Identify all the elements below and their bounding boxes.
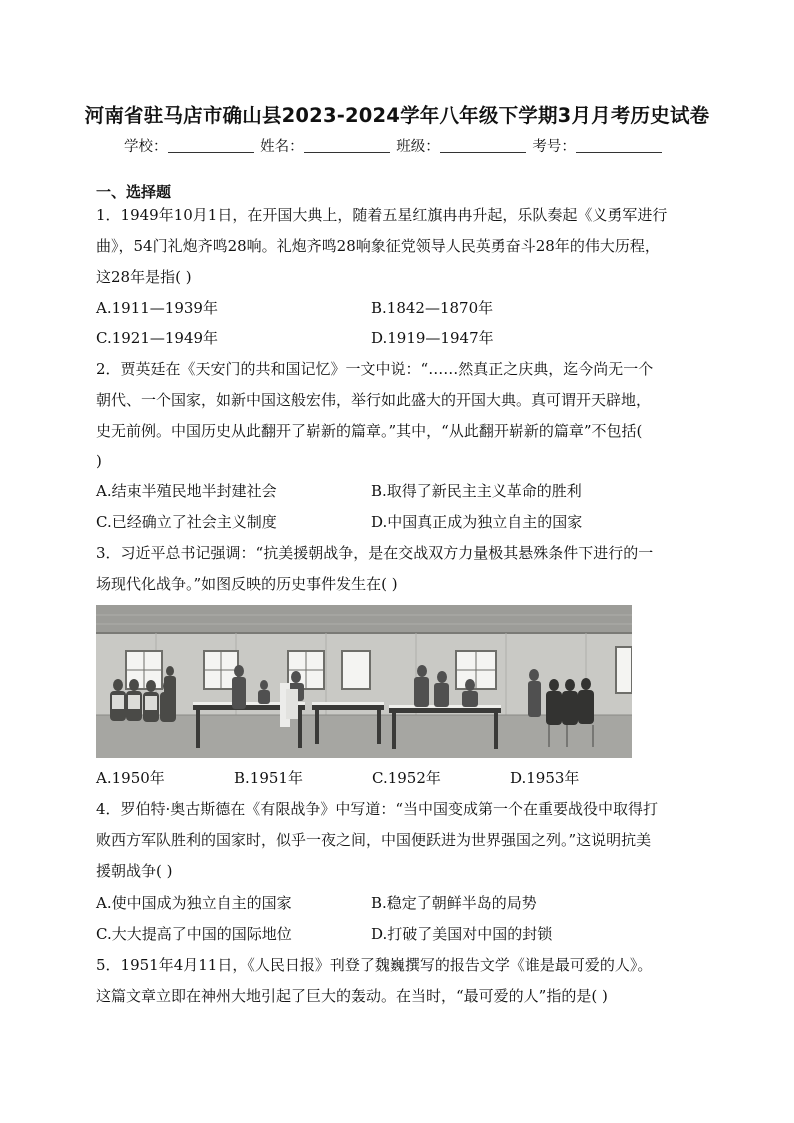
question-2-option-a[interactable]: A.结束半殖民地半封建社会 [96, 482, 277, 500]
question-4-option-a[interactable]: A.使中国成为独立自主的国家 [96, 894, 292, 912]
question-2-line-2: 朝代、一个国家，如新中国这般宏伟，举行如此盛大的开国大典。真可谓开天辟地， [96, 391, 652, 409]
armistice-signing-photo [96, 605, 632, 758]
question-4-option-b[interactable]: B.稳定了朝鲜半岛的局势 [371, 894, 537, 912]
question-3-option-b[interactable]: B.1951年 [234, 769, 303, 787]
question-2-option-d[interactable]: D.中国真正成为独立自主的国家 [371, 513, 583, 531]
question-2-line-1: 2．贾英廷在《天安门的共和国记忆》一文中说：“……然真正之庆典，迄今尚无一个 [96, 360, 654, 378]
question-5-line-2: 这篇文章立即在神州大地引起了巨大的轰动。在当时，“最可爱的人”指的是( ) [96, 987, 608, 1005]
question-2-option-b[interactable]: B.取得了新民主主义革命的胜利 [371, 482, 582, 500]
class-blank[interactable] [440, 138, 526, 153]
question-5-line-1: 5．1951年4月11日，《人民日报》刊登了魏巍撰写的报告文学《谁是最可爱的人》。 [96, 956, 653, 974]
name-blank[interactable] [304, 138, 390, 153]
question-1-option-c[interactable]: C.1921—1949年 [96, 329, 219, 347]
question-2-line-4: ) [96, 452, 102, 470]
exam-number-label: 考号： [532, 139, 576, 155]
question-3-option-a[interactable]: A.1950年 [96, 769, 165, 787]
question-1-line-2: 曲》，54门礼炮齐鸣28响。礼炮齐鸣28响象征党领导人民英勇奋斗28年的伟大历程， [96, 237, 660, 255]
exam-number-blank[interactable] [576, 138, 662, 153]
name-label: 姓名： [260, 139, 304, 155]
student-info-row [124, 135, 664, 156]
class-label: 班级： [396, 139, 440, 155]
question-1-option-d[interactable]: D.1919—1947年 [371, 329, 494, 347]
question-3-line-1: 3．习近平总书记强调：“抗美援朝战争，是在交战双方力量极其悬殊条件下进行的一 [96, 544, 654, 562]
school-blank[interactable] [168, 138, 254, 153]
question-1-line-1: 1．1949年10月1日，在开国大典上，随着五星红旗冉冉升起，乐队奏起《义勇军进行 [96, 206, 668, 224]
question-4-option-d[interactable]: D.打破了美国对中国的封锁 [371, 925, 553, 943]
question-4-line-3: 援朝战争( ) [96, 862, 173, 880]
question-3-option-d[interactable]: D.1953年 [510, 769, 580, 787]
question-1-option-b[interactable]: B.1842—1870年 [371, 299, 494, 317]
question-4-option-c[interactable]: C.大大提高了中国的国际地位 [96, 925, 292, 943]
section-heading: 一、选择题 [96, 183, 172, 201]
question-1-line-3: 这28年是指( ) [96, 268, 192, 286]
question-2-line-3: 史无前例。中国历史从此翻开了崭新的篇章。”其中，“从此翻开崭新的篇章”不包括( [96, 422, 643, 440]
question-1-option-a[interactable]: A.1911—1939年 [96, 299, 218, 317]
question-4-line-2: 败西方军队胜利的国家时，似乎一夜之间，中国便跃进为世界强国之列。”这说明抗美 [96, 831, 652, 849]
question-4-line-1: 4．罗伯特·奥古斯德在《有限战争》中写道：“当中国变成第一个在重要战役中取得打 [96, 800, 658, 818]
question-2-option-c[interactable]: C.已经确立了社会主义制度 [96, 513, 277, 531]
school-label: 学校： [124, 139, 168, 155]
page-title: 河南省驻马店市确山县2023-2024学年八年级下学期3月月考历史试卷 [84, 104, 710, 127]
question-3-option-c[interactable]: C.1952年 [372, 769, 441, 787]
question-3-line-2: 场现代化战争。”如图反映的历史事件发生在( ) [96, 575, 398, 593]
